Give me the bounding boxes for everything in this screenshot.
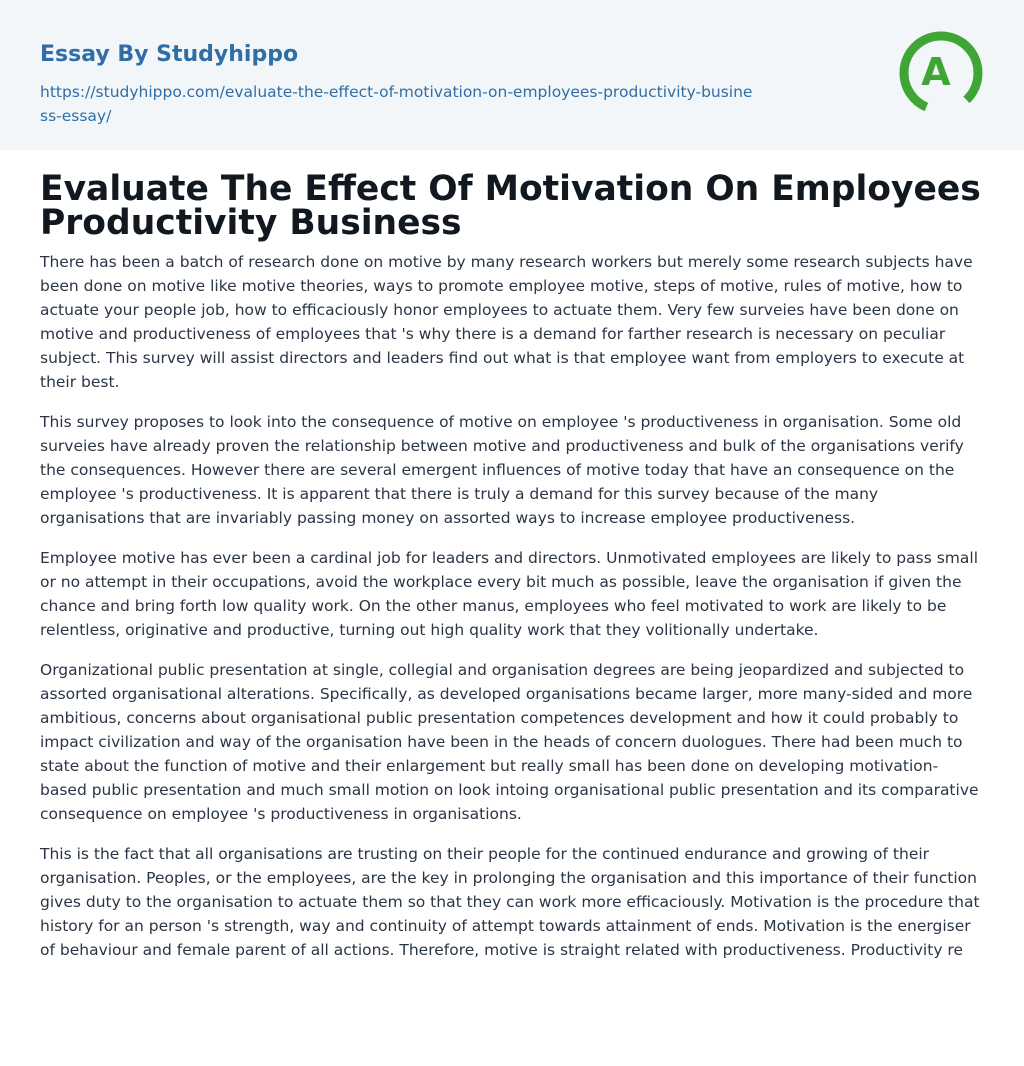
brand-title[interactable]: Essay By Studyhippo (40, 42, 299, 67)
article (0, 150, 1024, 962)
article-paragraph-1: There has been a batch of research done on motive by many research workers but merely some research subjects have been done on motive like motive theories, ways to promote employee motive, steps of motive, rules of motive, how to actuate your people job, how to efficaciously honor employees to actuate them. Very few surveies have been done on motive and productiveness of employees that 's why there is a demand for farther research is necessary on peculiar subject. This survey will assist directors and leaders find out what is that employee want from employers to execute at their best. (40, 253, 973, 391)
article-paragraph-4: Organizational public presentation at single, collegial and organisation degrees are being jeopardized and subjected to assorted organisational alterations. Specifically, as developed organisations became larger, more many-sided and more ambitious, concerns about organisational public presentation competences development and how it could probably to impact civilization and way of the organisation have been in the heads of concern duologues. There had been much to state about the function of motive and their enlargement but really small has been done on developing motivation-based public presentation and much small motion on look intoing organisational public presentation and its comparative consequence on employee 's productiveness in organisations. (40, 661, 979, 823)
article-paragraph-5: This is the fact that all organisations are trusting on their people for the continued endurance and growing of their organisation. Peoples, or the employees, are the key in prolonging the organisation and this importance of their function gives duty to the organisation to actuate them so that they can work more efficaciously. Motivation is the procedure that history for an person 's strength, way and continuity of attempt towards attainment of ends. Motivation is the energiser of behaviour and female parent of all actions. Therefore, motive is straight related with productiveness. Productivity re (40, 845, 980, 959)
studyhippo-logo-icon[interactable] (896, 28, 986, 118)
logo-letter: A (921, 50, 951, 94)
article-paragraph-2: This survey proposes to look into the consequence of motive on employee 's productiveness in organisation. Some old surveies have already proven the relationship between motive and productiveness and bulk of the organisations verify the consequences. However there are several emergent influences of motive today that have an consequence on the employee 's productiveness. It is apparent that there is truly a demand for this survey because of the many organisations that are invariably passing money on assorted ways to increase employee productiveness. (40, 413, 964, 527)
article-paragraph-3: Employee motive has ever been a cardinal job for leaders and directors. Unmotivated employees are likely to pass small or no attempt in their occupations, avoid the workplace every bit much as possible, leave the organisation if given the chance and bring forth low quality work. On the other manus, employees who feel motivated to work are likely to be relentless, originative and productive, turning out high quality work that they volitionally undertake. (40, 549, 978, 639)
article-title: Evaluate The Effect Of Motivation On Employees Productivity Business (40, 169, 981, 243)
site-header (0, 0, 1024, 150)
source-url-link[interactable]: https://studyhippo.com/evaluate-the-effect-of-motivation-on-employees-productivity-business-essay/ (40, 83, 753, 125)
